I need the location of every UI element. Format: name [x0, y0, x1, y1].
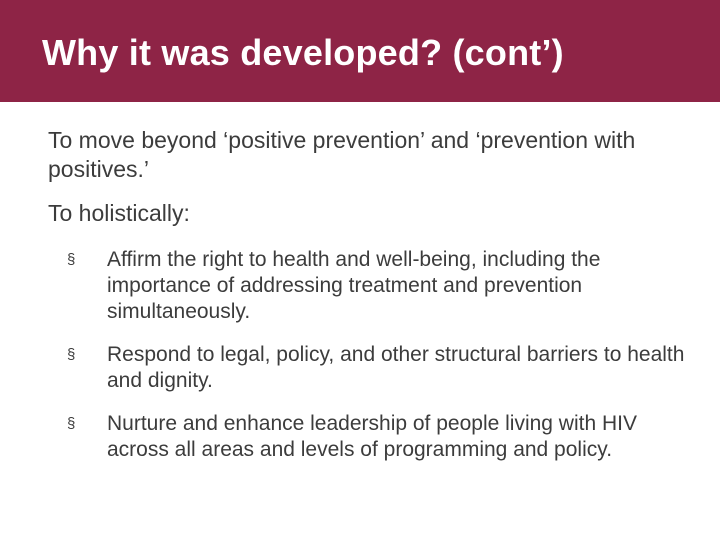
slide-body — [48, 126, 688, 480]
title-bar — [0, 0, 720, 102]
intro-paragraph: To move beyond ‘positive prevention’ and ‘prevention with positives.’ — [48, 127, 636, 182]
holistic-heading: To holistically: — [48, 200, 190, 226]
slide-title: Why it was developed? (cont’) — [42, 32, 564, 73]
bullet-marker-icon: § — [67, 251, 76, 268]
bullet-marker-icon: § — [67, 415, 76, 432]
bullet-marker-icon: § — [67, 346, 76, 363]
list-item — [48, 411, 688, 463]
list-item — [48, 342, 688, 394]
bullet-text: Affirm the right to health and well-being, including the importance of addressing treatment and prevention simultaneously. — [107, 248, 601, 323]
bullet-text: Nurture and enhance leadership of people living with HIV across all areas and levels of programming and policy. — [107, 412, 637, 461]
list-item — [48, 247, 688, 325]
bullet-list — [48, 247, 688, 463]
bullet-text: Respond to legal, policy, and other structural barriers to health and dignity. — [107, 343, 685, 392]
